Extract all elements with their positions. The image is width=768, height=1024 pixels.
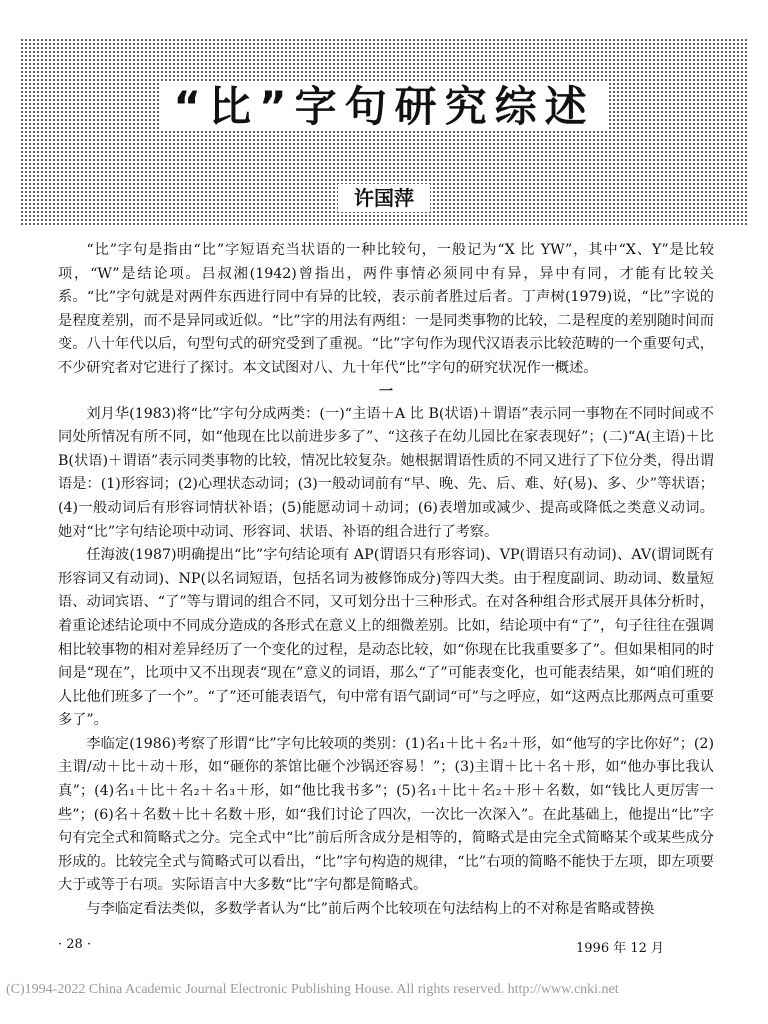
author-name: 许国萍 — [338, 184, 430, 212]
intro-paragraph: “比”字句是指由“比”字短语充当状语的一种比较句，一般记为“X 比 YW”，其中“X、Y”是比较项，“W”是结论项。吕叔湘(1942)曾指出，两件事情必须同中有异，异中有同，才能有比较关系。“比”字句就是对两件东西进行同中有异的比较，表示前者胜过后者。丁声树(1979)说，“比”字说的是程度差别，而不是异同或近似。“比”字的用法有两组：一是同类事物的比较，二是程度的差别随时间而变。八十年代以后，句型句式的研究受到了重视。“比”字句作为现代汉语表示比较范畴的一个重要句式，不少研究者对它进行了探讨。本文试图对八、九十年代“比”字句的研究状况作一概述。 — [58, 242, 714, 376]
copyright-footer: (C)1994-2022 China Academic Journal Electronic Publishing House. All rights reserved. http://www.cnki.net — [6, 982, 619, 997]
article-body — [58, 239, 714, 922]
body-paragraph-1: 刘月华(1983)将“比”字句分成两类：(一)“主语＋A 比 B(状语)＋谓语”表示同一事物在不同时间或不同处所情况有所不同，如“他现在比以前进步多了”、“这孩子在幼儿园比在家表现好”；(二)“A(主语)＋比 B(状语)＋谓语”表示同类事物的比较，情况比较复杂。她根据谓语性质的不同又进行了下位分类，得出谓语是：(1)形容词；(2)心理状态动词；(3)一般动词前有“早、晚、先、后、难、好(易)、多、少”等状语；(4)一般动词后有形容词情状补语；(5)能愿动词＋动词；(6)表增加或减少、提高或降低之类意义动词。她对“比”字句结论项中动词、形容词、状语、补语的组合进行了考察。 — [58, 405, 714, 540]
issue-date: 1996 年 12 月 — [576, 941, 665, 956]
body-paragraph-2: 任海波(1987)明确提出“比”字句结论项有 AP(谓语只有形容词)、VP(谓语只有动词)、AV(谓词既有形容词又有动词)、NP(以名词短语，包括名词为被修饰成分)等四大类。由于程度副词、助动词、数量短语、动词宾语、“了”等与谓词的组合不同，又可划分出十三种形式。在对各种组合形式展开具体分析时，着重论述结论项中不同成分造成的各形式在意义上的细微差别。比如，结论项中有“了”，句子往往在强调相比较事物的相对差异经历了一个变化的过程，是动态比较，如“你现在比我重要多了”。但如果相同的时间是“现在”，比项中又不出现表“现在”意义的词语，那么“了”可能表变化，也可能表结果，如“咱们班的人比他们班多了一个”。“了”还可能表语气，句中常有语气副词“可”与之呼应，如“这两点比那两点可重要多了”。 — [58, 547, 714, 729]
article-title-text: “比”字句研究综述 — [159, 82, 608, 131]
page-number: · 28 · — [58, 937, 92, 952]
body-paragraph-3: 李临定(1986)考察了形谓“比”字句比较项的类别：(1)名₁＋比＋名₂＋形，如“他写的字比你好”；(2)主谓/动＋比＋动＋形，如“砸你的茶馆比砸个沙锅还容易！”；(3)主谓＋比＋名＋形，如“他办事比我认真”；(4)名₁＋比＋名₂＋名₃＋形，如“他比我书多”；(5)名₁＋比＋名₂＋形＋名数，如“钱比人更厉害一些”；(6)名＋名数＋比＋名数＋形，如“我们讨论了四次，一次比一次深入”。在此基础上，他提出“比”字句有完全式和简略式之分。完全式中“比”前后所含成分是相等的，简略式是由完全式简略某个或某些成分形成的。比较完全式与简略式可以看出，“比”字句构造的规律，“比”右项的简略不能快于左项，即左项要大于或等于右项。实际语言中大多数“比”字句都是简略式。 — [58, 735, 714, 894]
article-author — [0, 188, 768, 208]
section-mark: 一 — [379, 383, 393, 400]
body-paragraph-4: 与李临定看法类似，多数学者认为“比”前后两个比较项在句法结构上的不对称是省略或替换 — [86, 901, 655, 918]
article-title — [0, 82, 768, 131]
